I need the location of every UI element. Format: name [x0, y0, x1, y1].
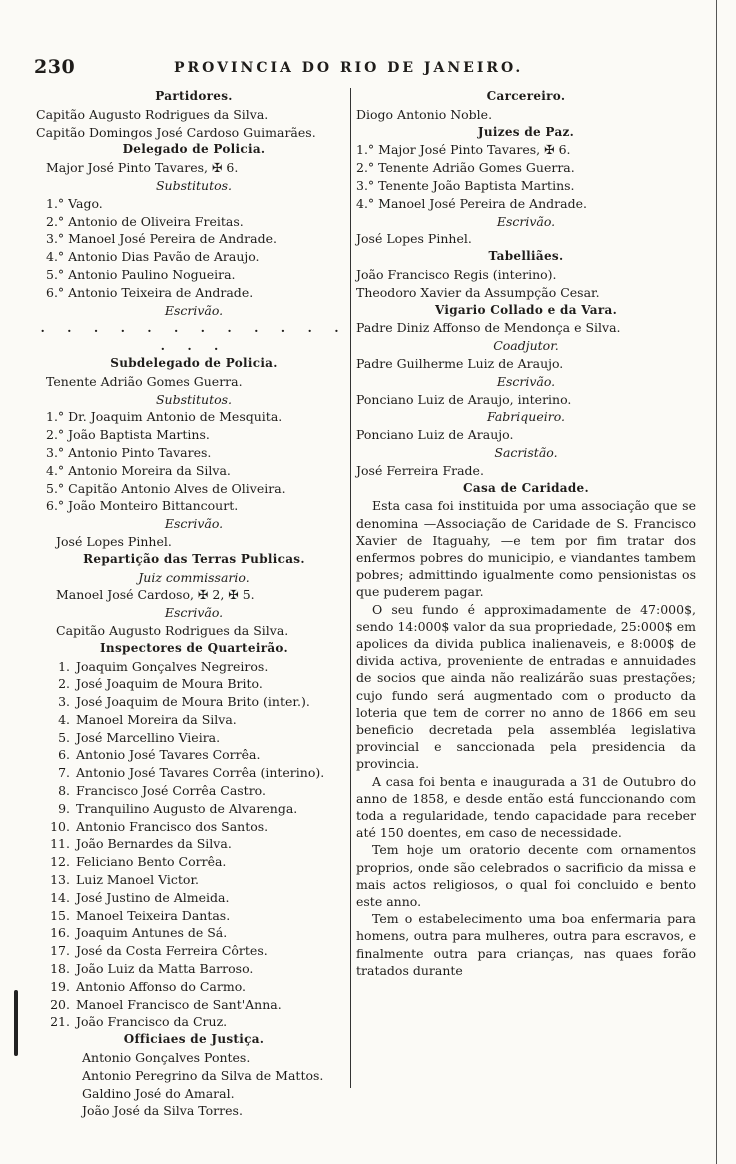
- inspector-name: Joaquim Antunes de Sá.: [76, 925, 228, 941]
- entry: 1.° Vago.: [46, 195, 103, 211]
- paragraph: O seu fundo é approximadamente de 47:000$, sendo 14:000$ valor da sua propriedade, 25:000$ em apolices da divida publica inalienaveis, e 8:000$ de divida activa, proveniente de entradas e annuidades de socios que ainda não realizárão suas prestações; cujo fundo será augmentado com o producto da loteria que tem de correr no anno de 1866 em seu beneficio decretada pela assembléa legislativa provincial e sanccionada pela presidencia da provincia.: [356, 601, 696, 772]
- entry: Capitão Augusto Rodrigues da Silva.: [56, 622, 289, 638]
- inspector-entry: [36, 782, 352, 800]
- entry: 4.° Antonio Dias Pavão de Araujo.: [46, 249, 260, 265]
- inspector-name: Francisco José Corrêa Castro.: [76, 783, 266, 799]
- inspector-entry: [36, 907, 352, 925]
- inspector-entry: [36, 746, 352, 764]
- inspector-number: 3.: [58, 694, 70, 710]
- entry: Capitão Domingos José Cardoso Guimarães.: [36, 124, 316, 140]
- section-heading: Officiaes de Justiça.: [123, 1032, 265, 1047]
- inspector-number: 9.: [58, 800, 70, 816]
- inspector-name: João Francisco da Cruz.: [76, 1014, 228, 1030]
- entry: José Lopes Pinhel.: [356, 231, 472, 247]
- inspector-entry: [36, 764, 352, 782]
- entry: Ponciano Luiz de Araujo, interino.: [356, 391, 572, 407]
- sub-heading: Juiz commissario.: [138, 569, 250, 585]
- section-heading: Casa de Caridade.: [463, 480, 589, 495]
- section-heading: Juizes de Paz.: [477, 124, 575, 139]
- entry: Diogo Antonio Noble.: [356, 106, 493, 122]
- entry: 5.° Antonio Paulino Nogueira.: [46, 266, 236, 282]
- inspector-name: Manoel Teixeira Dantas.: [76, 907, 231, 923]
- inspector-number: 6.: [58, 747, 70, 763]
- inspector-number: 4.: [58, 711, 70, 727]
- sub-heading: Escrivão.: [164, 605, 224, 621]
- inspector-name: José Justino de Almeida.: [76, 889, 230, 905]
- entry: João Francisco Regis (interino).: [356, 266, 557, 282]
- running-title: PROVINCIA DO RIO DE JANEIRO.: [174, 60, 524, 76]
- inspector-entry: [36, 960, 352, 978]
- inspector-name: José Joaquim de Moura Brito (inter.).: [76, 694, 310, 710]
- entry: Padre Guilherme Luiz de Araujo.: [356, 355, 564, 371]
- sub-heading: Substitutos.: [155, 177, 233, 193]
- inspector-name: Feliciano Bento Corrêa.: [76, 854, 227, 870]
- inspector-number: 20.: [50, 996, 70, 1012]
- entry: Antonio Peregrino da Silva de Mattos.: [82, 1067, 324, 1083]
- entry: Ponciano Luiz de Araujo.: [356, 427, 514, 443]
- inspector-entry: [36, 835, 352, 853]
- inspector-name: Tranquilino Augusto de Alvarenga.: [76, 800, 298, 816]
- inspector-number: 11.: [50, 836, 70, 852]
- inspector-name: José Marcellino Vieira.: [76, 729, 221, 745]
- section-heading: Vigario Collado e da Vara.: [434, 302, 618, 317]
- section-heading: Tabelliães.: [488, 249, 564, 264]
- entry: 1.° Dr. Joaquim Antonio de Mesquita.: [46, 409, 283, 425]
- inspector-name: João Bernardes da Silva.: [76, 836, 232, 852]
- sub-heading: Escrivão.: [164, 302, 224, 318]
- entry: 6.° Antonio Teixeira de Andrade.: [46, 284, 254, 300]
- sub-heading: Escrivão.: [164, 516, 224, 532]
- entry: 3.° Antonio Pinto Tavares.: [46, 444, 212, 460]
- inspectores-list: [36, 658, 352, 1032]
- inspector-name: João Luiz da Matta Barroso.: [76, 961, 254, 977]
- entry: José Ferreira Frade.: [356, 462, 484, 478]
- entry: 3.° Tenente João Baptista Martins.: [356, 177, 575, 193]
- inspector-entry: [36, 871, 352, 889]
- right-column: [356, 88, 696, 979]
- inspector-name: Antonio José Tavares Corrêa.: [76, 747, 261, 763]
- entry: Galdino José do Amaral.: [82, 1085, 235, 1101]
- page-header: [34, 56, 704, 80]
- entry: Major José Pinto Tavares, ✠ 6.: [46, 160, 239, 176]
- inspector-entry: [36, 675, 352, 693]
- entry: 4.° Antonio Moreira da Silva.: [46, 462, 231, 478]
- inspector-entry: [36, 978, 352, 996]
- section-heading: Delegado de Policia.: [122, 142, 266, 157]
- inspector-entry: [36, 924, 352, 942]
- entry: 1.° Major José Pinto Tavares, ✠ 6.: [356, 142, 571, 158]
- sub-heading: Substitutos.: [155, 391, 233, 407]
- inspector-number: 12.: [50, 854, 70, 870]
- inspector-number: 15.: [50, 907, 70, 923]
- section-heading: Repartição das Terras Publicas.: [83, 551, 305, 566]
- inspector-name: José da Costa Ferreira Côrtes.: [76, 943, 268, 959]
- inspector-number: 17.: [50, 943, 70, 959]
- inspector-entry: [36, 658, 352, 676]
- inspector-number: 14.: [50, 889, 70, 905]
- inspector-entry: [36, 1013, 352, 1031]
- entry: 2.° João Baptista Martins.: [46, 427, 210, 443]
- entry: 4.° Manoel José Pereira de Andrade.: [356, 195, 587, 211]
- entry: Manoel José Cardoso, ✠ 2, ✠ 5.: [56, 587, 255, 603]
- page-edge-line: [716, 0, 717, 1164]
- inspector-entry: [36, 853, 352, 871]
- inspector-name: Antonio Affonso do Carmo.: [76, 978, 246, 994]
- inspector-entry: [36, 711, 352, 729]
- sub-heading: Escrivão.: [496, 213, 556, 229]
- sub-heading: Sacristão.: [494, 444, 558, 460]
- inspector-name: Antonio José Tavares Corrêa (interino).: [76, 765, 325, 781]
- page-number: 230: [34, 56, 76, 78]
- inspector-name: Luiz Manoel Victor.: [76, 872, 200, 888]
- inspector-number: 19.: [50, 978, 70, 994]
- inspector-entry: [36, 942, 352, 960]
- left-column: [36, 88, 352, 1120]
- inspector-entry: [36, 818, 352, 836]
- inspector-number: 16.: [50, 925, 70, 941]
- inspector-number: 8.: [58, 783, 70, 799]
- entry: Tenente Adrião Gomes Guerra.: [46, 373, 243, 389]
- entry: Antonio Gonçalves Pontes.: [82, 1050, 251, 1066]
- entry: Theodoro Xavier da Assumpção Cesar.: [356, 284, 600, 300]
- inspector-entry: [36, 693, 352, 711]
- dot-leader: . . . . . . . . . . . . . . .: [40, 320, 348, 354]
- inspector-number: 21.: [50, 1014, 70, 1030]
- inspector-number: 1.: [58, 658, 70, 674]
- inspector-name: Joaquim Gonçalves Negreiros.: [76, 658, 269, 674]
- inspector-entry: [36, 729, 352, 747]
- entry: 2.° Tenente Adrião Gomes Guerra.: [356, 160, 575, 176]
- entry: José Lopes Pinhel.: [56, 533, 172, 549]
- paragraph: Esta casa foi instituida por uma associação que se denomina —Associação de Caridade de S. Francisco Xavier de Itaguahy, —e tem por fim tratar dos enfermos pobres do municipio, e viandantes tambem pobres; admittindo igualmente como pensionistas os que puderem pagar.: [356, 498, 696, 600]
- section-heading: Partidores.: [155, 89, 233, 103]
- ink-mark: [14, 990, 18, 1056]
- inspector-number: 13.: [50, 872, 70, 888]
- sub-heading: Fabriqueiro.: [487, 409, 565, 425]
- paragraph: A casa foi benta e inaugurada a 31 de Outubro do anno de 1858, e desde então está funccionando com toda a regularidade, tendo capacidade para receber até 150 doentes, em caso de necessidade.: [356, 773, 696, 841]
- entry: Capitão Augusto Rodrigues da Silva.: [36, 106, 269, 122]
- paragraph: Tem hoje um oratorio decente com ornamentos proprios, onde são celebrados o sacrificio da missa e mais actos religiosos, o qual foi concluido e bento este anno.: [356, 842, 696, 909]
- inspector-entry: [36, 889, 352, 907]
- entry: Padre Diniz Affonso de Mendonça e Silva.: [356, 320, 621, 336]
- entry: João José da Silva Torres.: [82, 1103, 243, 1119]
- inspector-entry: [36, 800, 352, 818]
- inspector-number: 18.: [50, 961, 70, 977]
- inspector-entry: [36, 996, 352, 1014]
- section-heading: Subdelegado de Policia.: [110, 355, 278, 370]
- entry: 5.° Capitão Antonio Alves de Oliveira.: [46, 480, 286, 496]
- inspector-name: Manoel Moreira da Silva.: [76, 711, 237, 727]
- inspector-name: Manoel Francisco de Sant'Anna.: [76, 996, 282, 1012]
- section-heading: Inspectores de Quarteirão.: [100, 640, 288, 655]
- entry: 6.° João Monteiro Bittancourt.: [46, 498, 239, 514]
- paragraph: Tem o estabelecimento uma boa enfermaria para homens, outra para mulheres, outra para escravos, e finalmente outra para crianças, nas quaes forão tratados durante: [356, 911, 696, 978]
- sub-heading: Coadjutor.: [493, 338, 559, 354]
- entry: 2.° Antonio de Oliveira Freitas.: [46, 213, 244, 229]
- inspector-number: 10.: [50, 818, 70, 834]
- entry: 3.° Manoel José Pereira de Andrade.: [46, 231, 277, 247]
- inspector-name: Antonio Francisco dos Santos.: [76, 818, 269, 834]
- inspector-number: 2.: [58, 676, 70, 692]
- inspector-number: 5.: [58, 729, 70, 745]
- inspector-number: 7.: [58, 765, 70, 781]
- sub-heading: Escrivão.: [496, 373, 556, 389]
- section-heading: Carcereiro.: [486, 89, 566, 103]
- inspector-name: José Joaquim de Moura Brito.: [76, 676, 263, 692]
